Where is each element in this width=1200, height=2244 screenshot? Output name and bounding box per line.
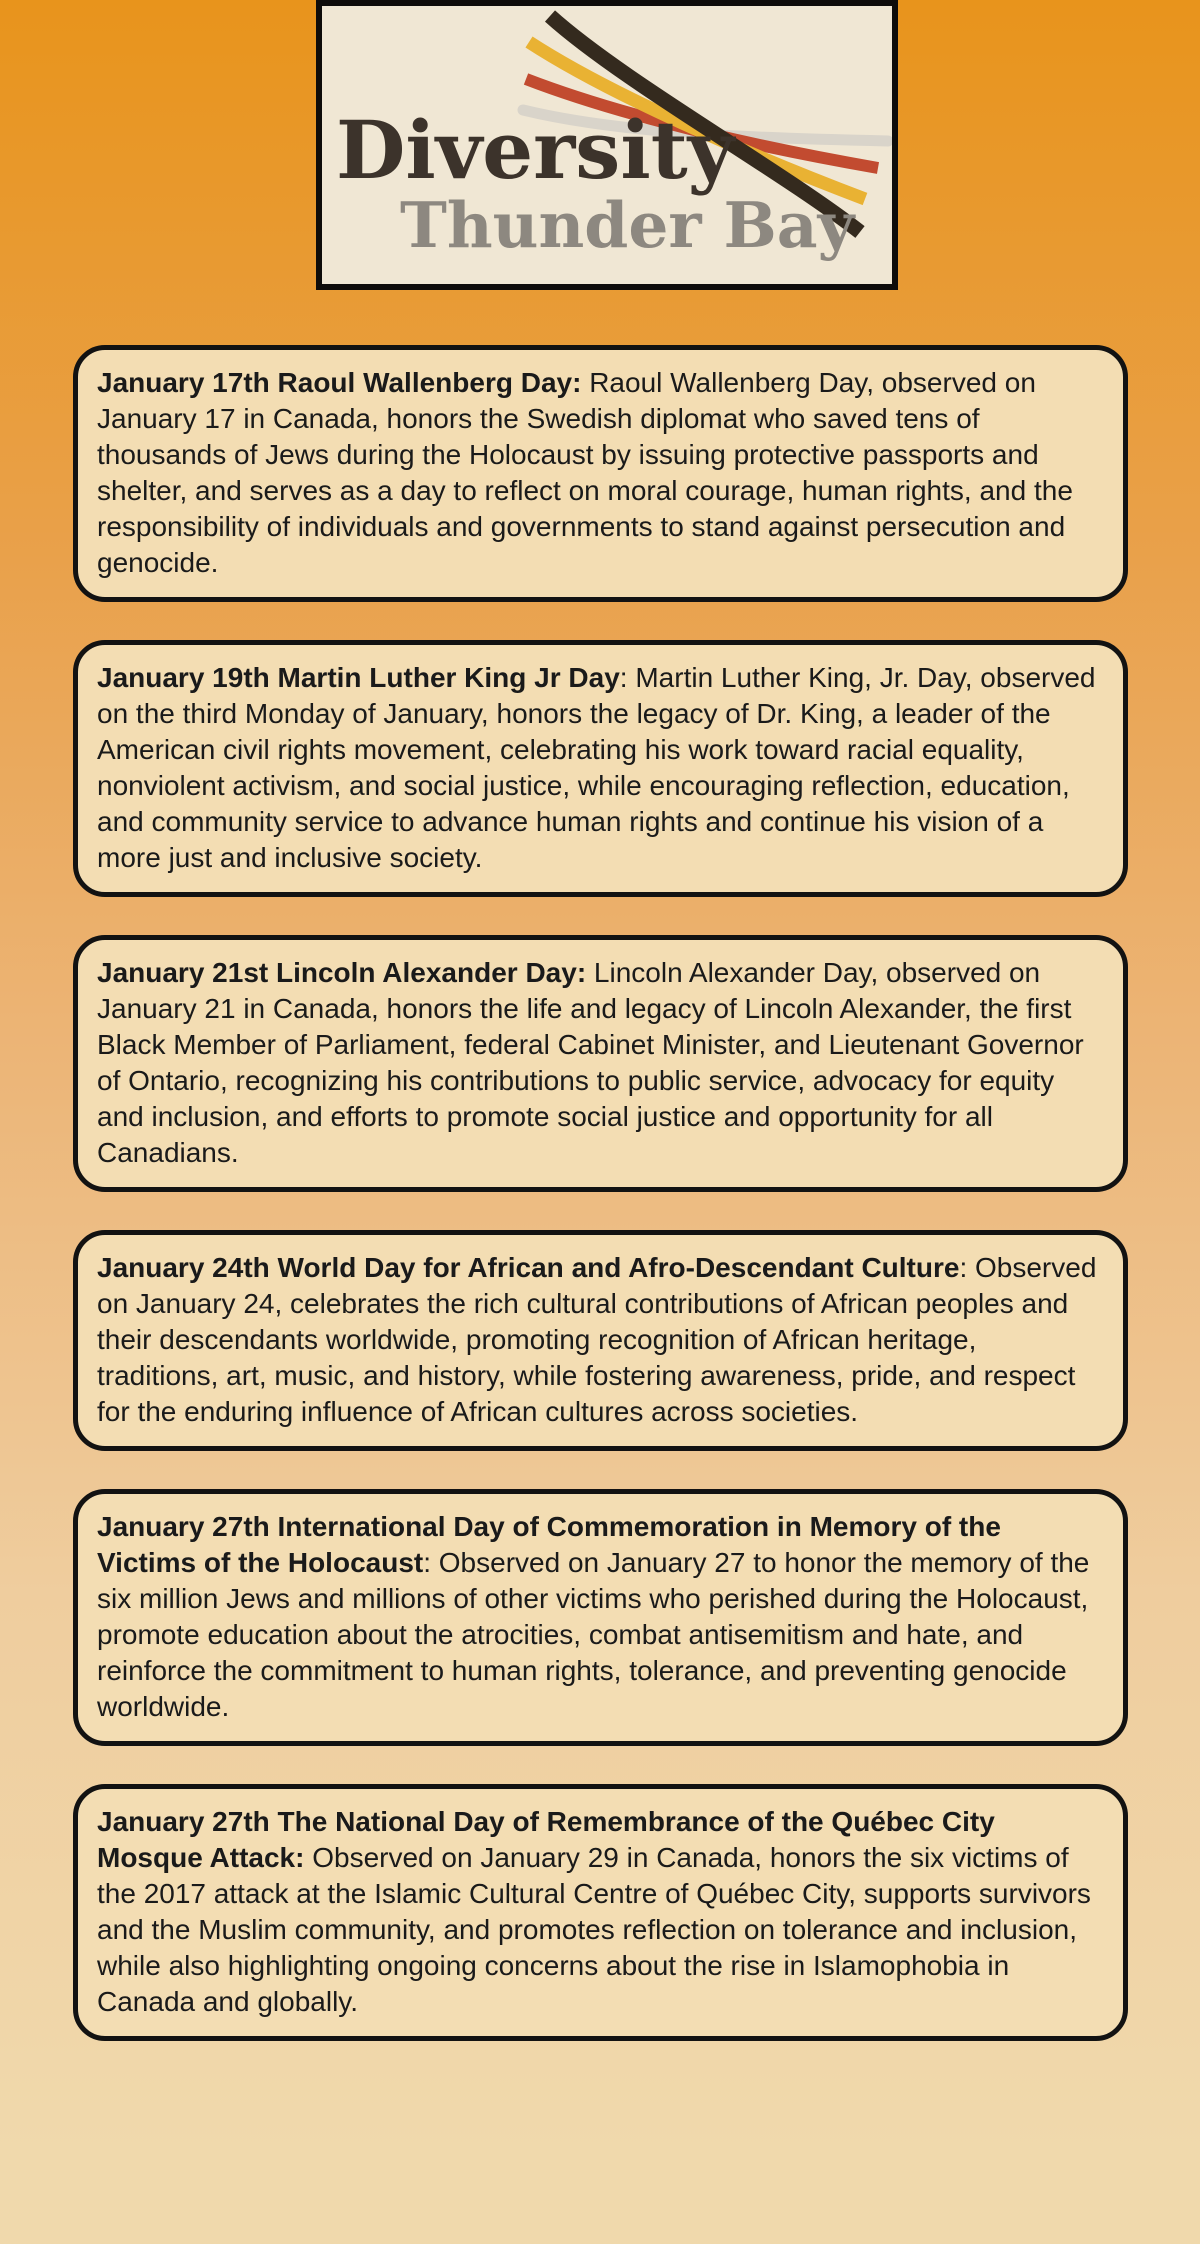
- card-text: [97, 1509, 1105, 1725]
- card-lincoln-alexander-day: [73, 935, 1128, 1192]
- card-body: : Observed on January 24, celebrates the rich cultural contributions of African peoples and their descendants worldwide, promoting recognition of African heritage, traditions, art, music, and history, while fostering awareness, pride, and respect for the enduring influence of African cultures across societies.: [97, 1252, 1097, 1427]
- card-raoul-wallenberg-day: [73, 345, 1128, 602]
- card-text: [97, 365, 1105, 581]
- card-heading: January 19th Martin Luther King Jr Day: [97, 662, 620, 693]
- logo-text-diversity: Diversity: [336, 103, 735, 197]
- card-body: Observed on January 29 in Canada, honors the six victims of the 2017 attack at the Islamic Cultural Centre of Québec City, supports survivors and the Muslim community, and promotes reflection on tolerance and inclusion, while also highlighting ongoing concerns about the rise in Islamophobia in Canada and globally.: [97, 1842, 1091, 2017]
- logo-text-thunder-bay: Thunder Bay: [400, 188, 855, 262]
- card-quebec-city-mosque-attack-remembrance: [73, 1784, 1128, 2041]
- card-text: [97, 955, 1105, 1171]
- card-heading: January 27th The National Day of Remembrance of the Québec City Mosque Attack:: [97, 1806, 995, 1873]
- card-heading: January 17th Raoul Wallenberg Day:: [97, 367, 590, 398]
- card-heading: January 24th World Day for African and Afro-Descendant Culture: [97, 1252, 960, 1283]
- card-body: Lincoln Alexander Day, observed on January 21 in Canada, honors the life and legacy of Lincoln Alexander, the first Black Member of Parliament, federal Cabinet Minister, and Lieutenant Governor of Ontario, recognizing his contributions to public service, advocacy for equity and inclusion, and efforts to promote social justice and opportunity for all Canadians.: [97, 957, 1084, 1168]
- diversity-thunder-bay-logo: [316, 0, 898, 290]
- card-text: [97, 1250, 1105, 1430]
- card-body: : Observed on January 27 to honor the memory of the six million Jews and millions of other victims who perished during the Holocaust, promote education about the atrocities, combat antisemitism and hate, and reinforce the commitment to human rights, tolerance, and preventing genocide worldwide.: [97, 1547, 1090, 1722]
- card-body: : Martin Luther King, Jr. Day, observed on the third Monday of January, honors the legacy of Dr. King, a leader of the American civil rights movement, celebrating his work toward racial equality, nonviolent activism, and social justice, while encouraging reflection, education, and community service to advance human rights and continue his vision of a more just and inclusive society.: [97, 662, 1096, 873]
- card-holocaust-commemoration-day: [73, 1489, 1128, 1746]
- card-african-afro-descendant-culture-day: [73, 1230, 1128, 1451]
- card-heading: January 27th International Day of Commemoration in Memory of the Victims of the Holocaust: [97, 1511, 1001, 1578]
- card-heading: January 21st Lincoln Alexander Day:: [97, 957, 594, 988]
- card-body: Raoul Wallenberg Day, observed on January 17 in Canada, honors the Swedish diplomat who saved tens of thousands of Jews during the Holocaust by issuing protective passports and shelter, and serves as a day to reflect on moral courage, human rights, and the responsibility of individuals and governments to stand against persecution and genocide.: [97, 367, 1073, 578]
- card-text: [97, 660, 1105, 876]
- observance-card-list: [0, 345, 1200, 2041]
- card-martin-luther-king-jr-day: [73, 640, 1128, 897]
- card-text: [97, 1804, 1105, 2020]
